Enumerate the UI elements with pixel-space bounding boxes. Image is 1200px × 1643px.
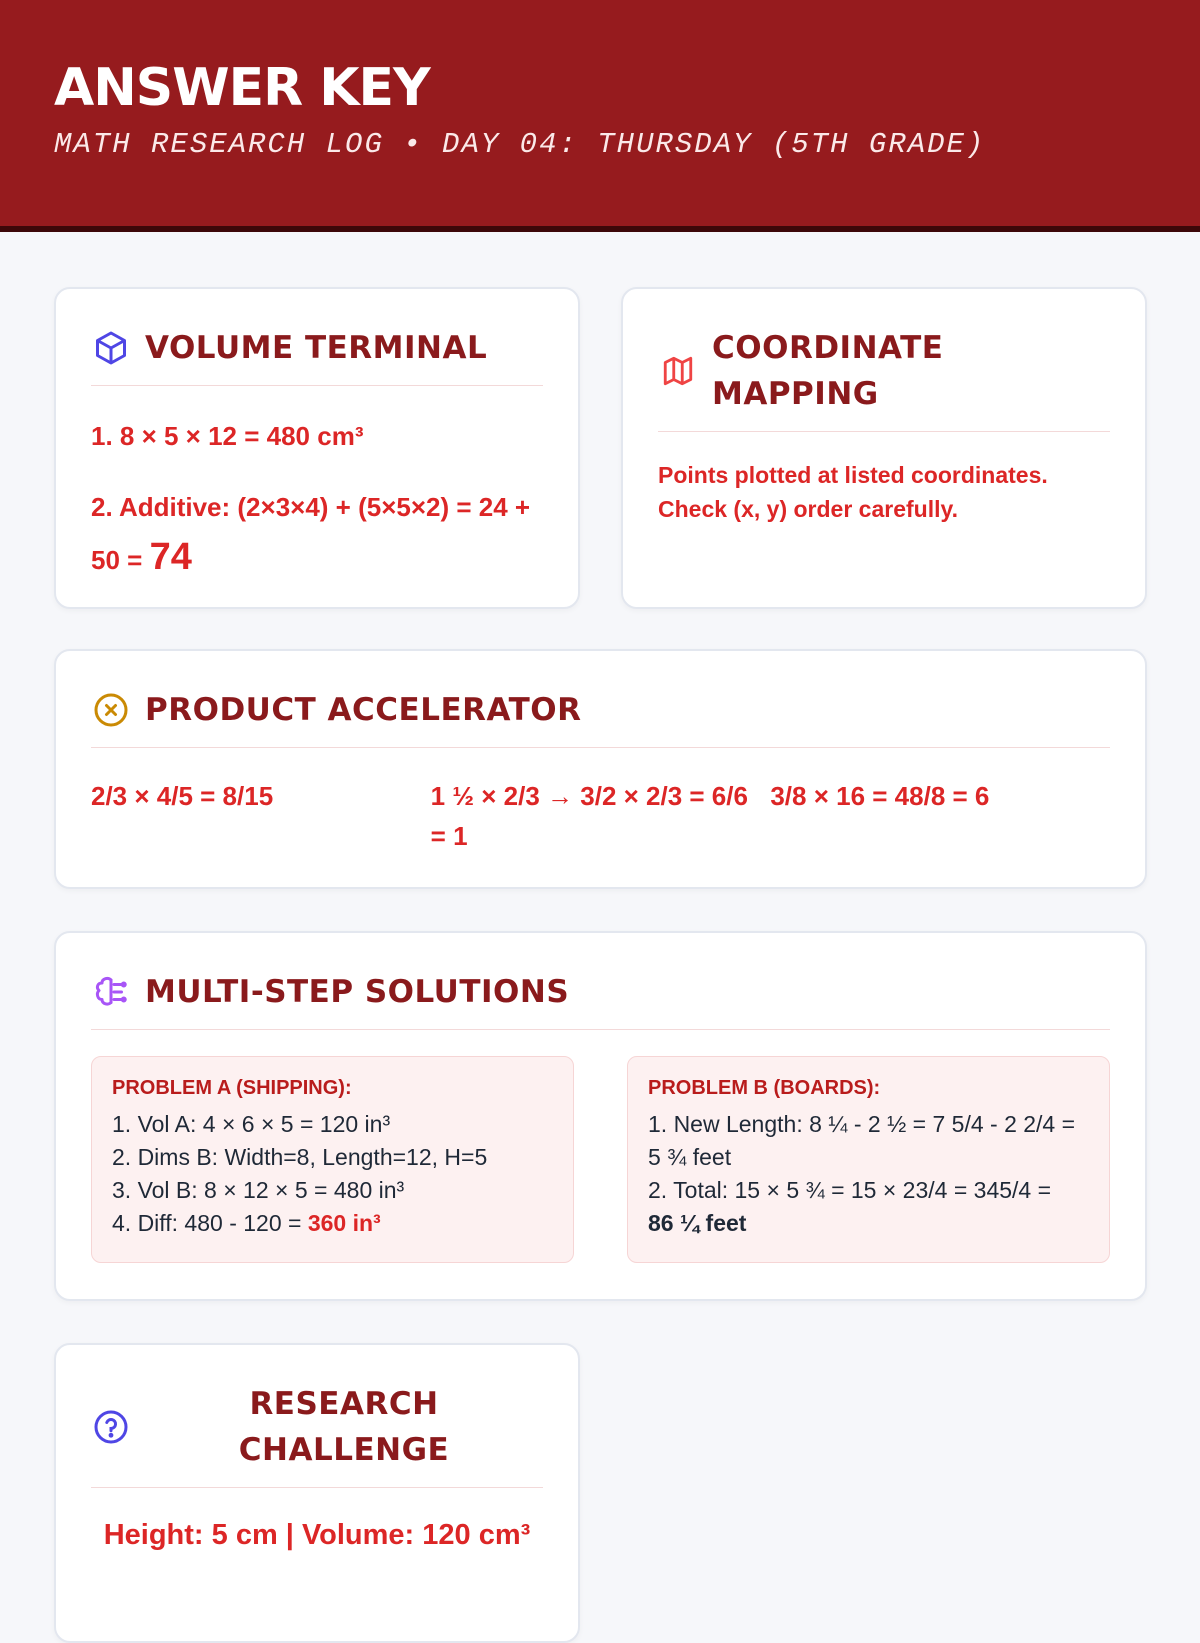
coordinate-mapping-note: Points plotted at listed coordinates. Check (x, y) order carefully. [658,462,1048,522]
problem-b-answer: 86 ¼ feet [648,1210,747,1236]
problem-b-step-1: 1. New Length: 8 ¼ - 2 ½ = 7 5/4 - 2 2/4 = 5 ¾ feet [648,1111,1076,1170]
problem-a-box [91,1056,574,1263]
problem-b-box [627,1056,1110,1263]
product-answer-1: 2/3 × 4/5 = 8/15 [91,781,274,811]
volume-answer-2-text: 2. Additive: (2×3×4) + (5×5×2) = 24 + 50 = [91,492,531,575]
product-accelerator-title: PRODUCT ACCELERATOR [145,692,582,728]
product-answers-row [91,776,1110,856]
multi-step-problems [91,1056,1110,1263]
product-answer-2: 1 ½ × 2/3 → 3/2 × 2/3 = 6/6 = 1 [430,781,748,851]
volume-terminal-title: VOLUME TERMINAL [145,330,488,366]
research-challenge-heading [91,1381,543,1488]
coordinate-mapping-card [621,287,1147,609]
answer-key-header [0,0,1200,232]
product-accelerator-card [54,649,1147,889]
volume-answer-2-result: 74 [149,536,192,578]
coordinate-mapping-title: COORDINATE MAPPING [712,330,944,412]
problem-a-step-1: 1. Vol A: 4 × 6 × 5 = 120 in³ [112,1111,391,1137]
x-circle-icon [91,690,131,730]
coordinate-mapping-heading [658,325,1110,432]
volume-answer-1: 1. 8 × 5 × 12 = 480 cm³ [91,421,364,451]
volume-answer-2 [91,482,543,585]
volume-terminal-heading [91,325,543,386]
page-title: ANSWER KEY [54,58,430,118]
problem-a-answer: 360 in³ [307,1210,381,1236]
multi-step-title: MULTI-STEP SOLUTIONS [145,974,570,1010]
cube-icon [91,328,131,368]
brain-icon [91,972,131,1012]
question-circle-icon [91,1407,131,1447]
multi-step-card [54,931,1147,1301]
product-answer-3: 3/8 × 16 = 48/8 = 6 [770,781,990,811]
product-accelerator-heading [91,687,1110,748]
page-subtitle: MATH RESEARCH LOG • DAY 04: THURSDAY (5TH GRADE) [54,128,986,161]
problem-a-label: PROBLEM A (SHIPPING): [112,1077,352,1099]
problem-a-step-4-text: 4. Diff: 480 - 120 = [112,1210,302,1236]
research-challenge-title: RESEARCH CHALLENGE [238,1386,450,1468]
volume-terminal-card [54,287,580,609]
problem-a-step-2: 2. Dims B: Width=8, Length=12, H=5 [112,1144,488,1170]
problem-a-step-4 [112,1207,553,1240]
problem-b-label: PROBLEM B (BOARDS): [648,1077,881,1099]
problem-b-step-2: 2. Total: 15 × 5 ¾ = 15 × 23/4 = 345/4 = [648,1177,1052,1203]
research-challenge-answer: Height: 5 cm | Volume: 120 cm³ [103,1519,531,1551]
research-challenge-card [54,1343,580,1643]
map-icon [658,351,698,391]
problem-a-step-3: 3. Vol B: 8 × 12 × 5 = 480 in³ [112,1177,405,1203]
multi-step-heading [91,969,1110,1030]
